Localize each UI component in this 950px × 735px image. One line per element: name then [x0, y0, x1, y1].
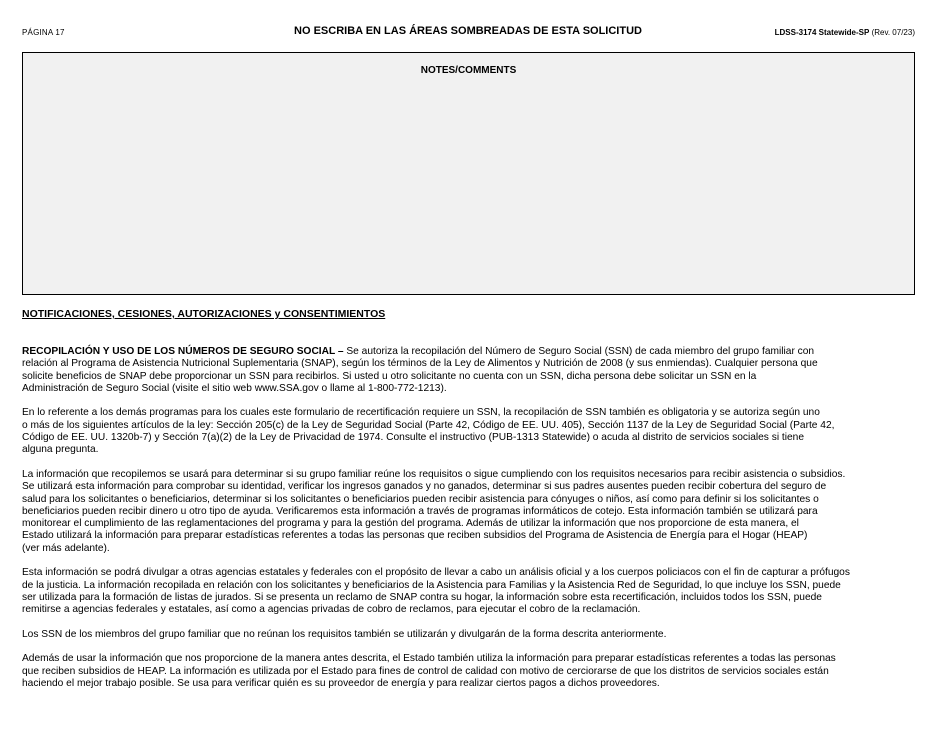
paragraph-line: solicite beneficios de SNAP debe proporcionar un SSN para recibirlos. Si usted u otro solicitante no cuenta con un SSN, dicha persona debe solicitar un SSN en la: [22, 370, 757, 382]
paragraph-heap-statistics: [22, 653, 912, 690]
paragraph-line: Se autoriza la recopilación del Número de Seguro Social (SSN) de cada miembro del grupo familiar con: [346, 346, 815, 357]
paragraph-ineligible-members: [22, 629, 912, 641]
paragraph-line: Además de usar la información que nos proporcione de la manera antes descrita, el Estado también utiliza la información para preparar estadísticas referentes a todas las personas: [22, 653, 836, 665]
paragraph-line: (ver más adelante).: [22, 542, 110, 554]
paragraph-line: Estado utilizará la información para preparar estadísticas referentes a todas las personas que reciben subsidios del Programa de Asistencia de Energía para el Hogar (HEAP): [22, 530, 808, 542]
paragraph-line: monitorear el cumplimiento de las reglamentaciones del programa y para la gestión del programa. Además de utilizar la información que nos proporcione de esta manera, el: [22, 518, 799, 530]
paragraph-line: que reciben subsidios de HEAP. La información es utilizada por el Estado para fines de control de calidad con motivo de cerciorarse de que los distritos de servicios sociales están: [22, 665, 829, 677]
paragraph-ssn-collection: [22, 346, 912, 395]
paragraph-line: ser utilizada para la formación de listas de jurados. Si se presenta un reclamo de SNAP contra su hogar, la información sobre esta recertificación, incluidos todos los SSN, puede: [22, 591, 822, 603]
form-revision: (Rev. 07/23): [869, 28, 915, 37]
paragraph-line: beneficiarios pueden recibir dinero u otro tipo de ayuda. Verificaremos esta información a través de programas informáticos de cotejo. Esta información también se utilizará para: [22, 505, 818, 517]
paragraph-line: Se utilizará esta información para comprobar su identidad, verificar los ingresos ganados y no ganados, determinar si sus padres ausentes pueden recibir cobertura del seguro de: [22, 481, 827, 493]
paragraph-line: Esta información se podrá divulgar a otras agencias estatales y federales con el propósito de llevar a cabo un análisis oficial y a los cuerpos policiacos con el fin de capturar a prófugos: [22, 567, 850, 579]
paragraph-line: salud para los solicitantes o beneficiarios, determinar si los solicitantes o beneficiarios pueden recibir asistencia para cónyuges o niños, así como para definir si los solicitantes o: [22, 493, 819, 505]
paragraph-line: de la justicia. La información recopilada en relación con los solicitantes y beneficiarios de la Asistencia para Familias y la Asistencia Red de Seguridad, lo que incluye los SSN, puede: [22, 579, 841, 591]
paragraph-line: Código de EE. UU. 1320b-7) y Sección 7(a)(2) de la Ley de Privacidad de 1974. Consulte el instructivo (PUB-1313 Statewide) o acuda al distrito de servicios sociales si tiene: [22, 432, 805, 444]
paragraph-line: alguna pregunta.: [22, 444, 99, 456]
paragraph-information-disclosure: [22, 567, 912, 616]
paragraph-information-use: [22, 469, 912, 555]
page-title: NO ESCRIBA EN LAS ÁREAS SOMBREADAS DE ESTA SOLICITUD: [294, 25, 642, 37]
page-number: PÁGINA 17: [22, 28, 65, 37]
paragraph-line: remitirse a agencias federales y estatales, así como a agencias privadas de cobro de reclamos, para ejecutar el cobro de la reclamación.: [22, 604, 641, 616]
paragraph-lead-heading: RECOPILACIÓN Y USO DE LOS NÚMEROS DE SEGURO SOCIAL –: [22, 346, 347, 357]
paragraph-line: o más de los siguientes artículos de la ley: Sección 205(c) de la Ley de Seguridad Social (Parte 42, Código de EE. UU. 405), Sección 1137 de la Ley de Seguridad Social (Parte 42,: [22, 419, 835, 431]
paragraph-line: Los SSN de los miembros del grupo familiar que no reúnan los requisitos también se utilizarán y divulgarán de la forma descrita anteriormente.: [22, 628, 667, 640]
document-body: [22, 346, 912, 703]
paragraph-other-programs: [22, 407, 912, 456]
section-title: NOTIFICACIONES, CESIONES, AUTORIZACIONES y CONSENTIMIENTOS: [22, 308, 386, 320]
form-identifier: [775, 28, 915, 37]
paragraph-line: relación al Programa de Asistencia Nutricional Suplementaria (SNAP), según los términos de la Ley de Alimentos y Nutrición de 2008 (y sus enmiendas). Cualquier persona que: [22, 358, 818, 370]
page-header: [0, 0, 950, 44]
paragraph-line: En lo referente a los demás programas para los cuales este formulario de recertificación requiere un SSN, la recopilación de SSN también es obligatoria y se autoriza según uno: [22, 407, 820, 419]
notes-comments-title: NOTES/COMMENTS: [420, 65, 517, 76]
paragraph-line: haciendo el mejor trabajo posible. Se usa para verificar quién es su proveedor de energía y para realizar ciertos pagos a dichos proveedores.: [22, 678, 660, 690]
paragraph-line: La información que recopilemos se usará para determinar si su grupo familiar reúne los requisitos o sigue cumpliendo con los requisitos necesarios para recibir asistencia o subsidios.: [22, 468, 846, 480]
form-code: LDSS-3174 Statewide-SP: [774, 28, 870, 37]
paragraph-line: Administración de Seguro Social (visite el sitio web www.SSA.gov o llame al 1-800-772-1213).: [22, 382, 447, 394]
notes-comments-box: [22, 52, 915, 295]
